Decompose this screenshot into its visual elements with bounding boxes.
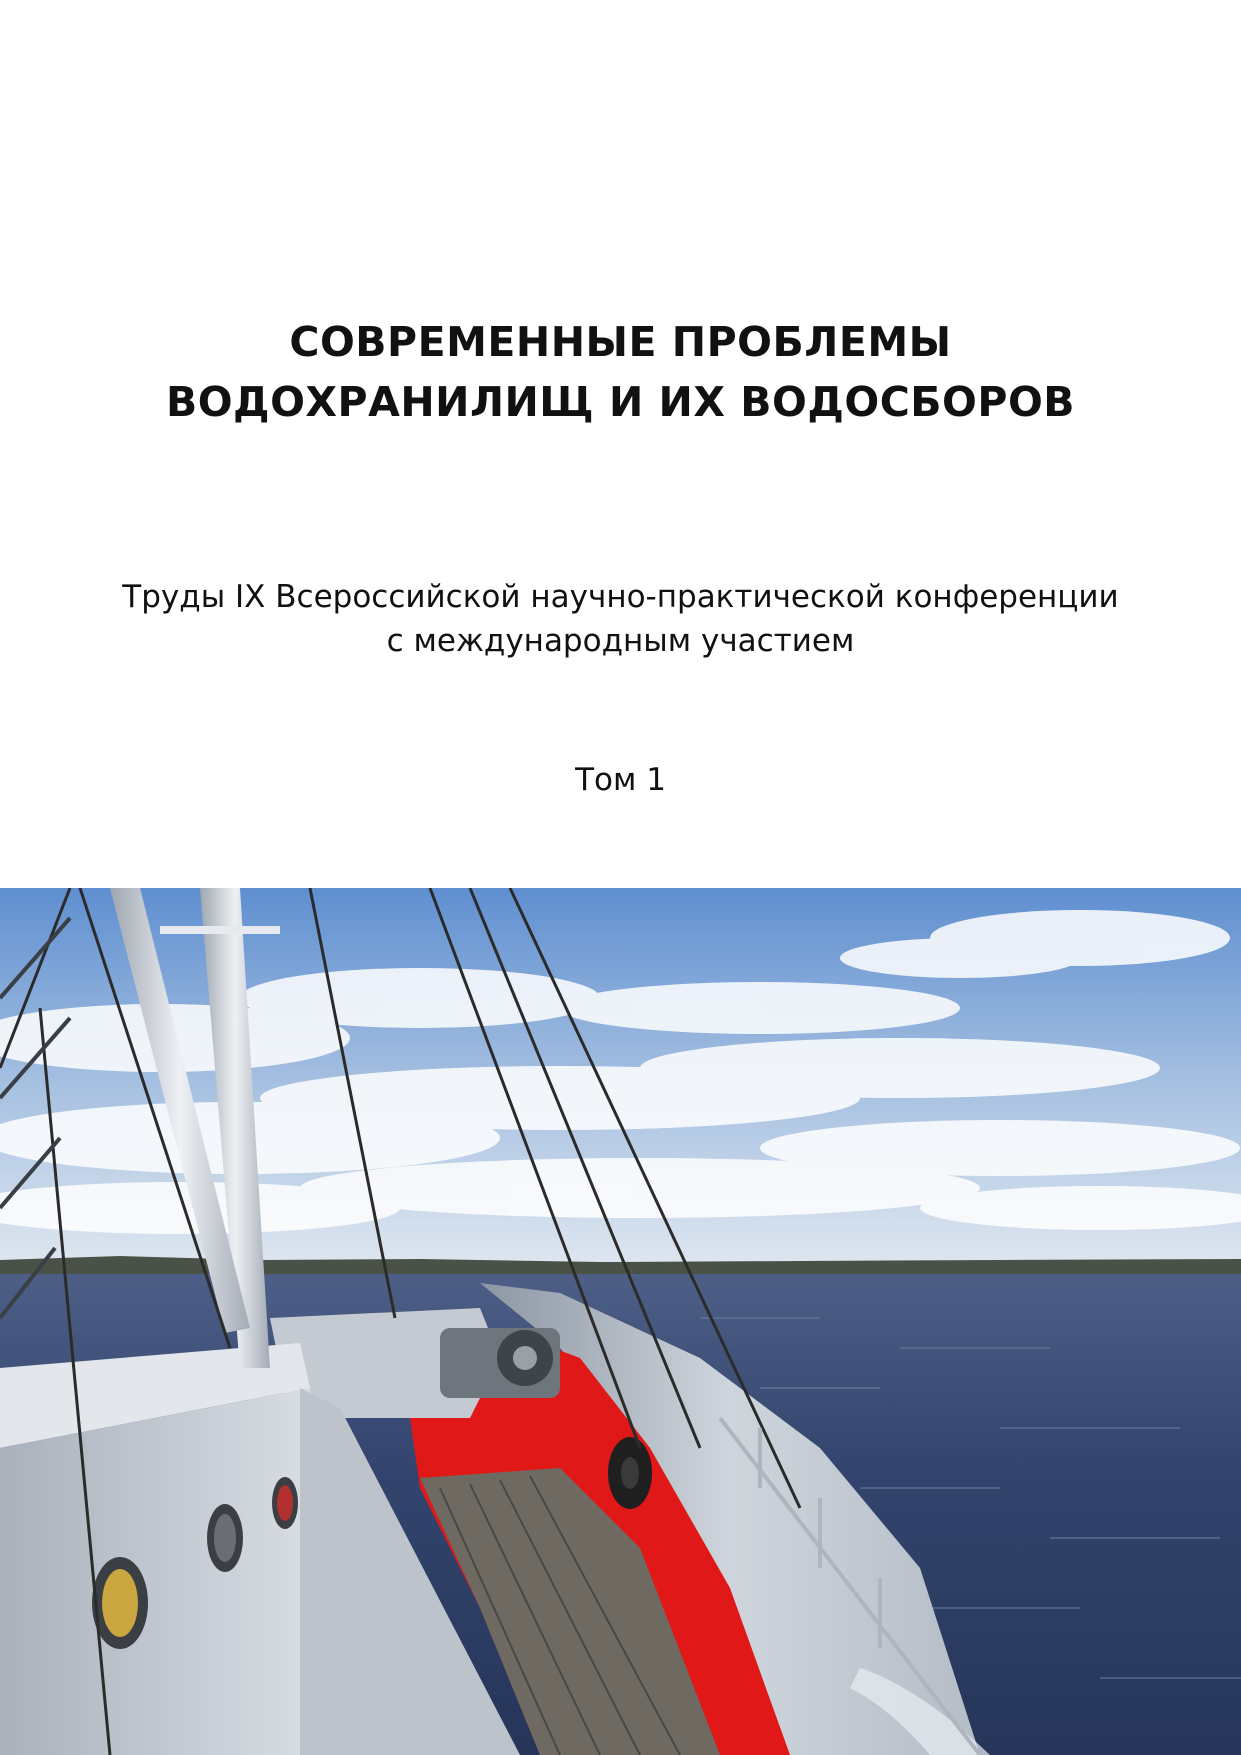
- cover-photo: [0, 888, 1241, 1755]
- volume-number: Том 1: [575, 762, 666, 798]
- cover-title-line-1: СОВРЕМЕННЫЕ ПРОБЛЕМЫ: [289, 318, 952, 366]
- cover-subtitle-line-1: Труды IX Всероссийской научно-практической конференции: [122, 579, 1119, 615]
- cover-subtitle: [0, 575, 1241, 663]
- cover-title-line-2: ВОДОХРАНИЛИЩ И ИХ ВОДОСБОРОВ: [165, 378, 1076, 426]
- cover-title: [0, 312, 1241, 432]
- ship-deck-photo: [0, 888, 1241, 1755]
- cabin-wall: [0, 1388, 310, 1755]
- mast-crossbar: [160, 926, 280, 934]
- cover-subtitle-line-2: с международным участием: [386, 623, 855, 659]
